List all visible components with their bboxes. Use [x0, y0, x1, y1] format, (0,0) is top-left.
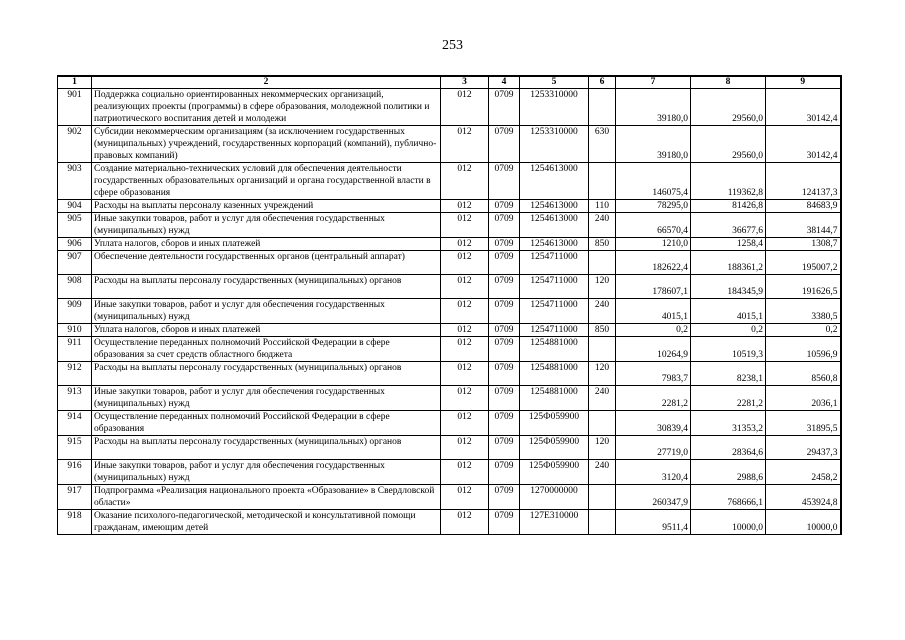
amount-col-8: 4015,1	[691, 299, 766, 324]
target-article-code: 1254613000	[520, 163, 589, 200]
expense-name: Иные закупки товаров, работ и услуг для обеспечения государственных (муниципальных) нужд	[92, 213, 441, 238]
amount-col-7: 0,2	[616, 324, 691, 337]
expense-name: Расходы на выплаты персоналу казенных учреждений	[92, 200, 441, 213]
ministry-code: 012	[441, 238, 489, 251]
row-number: 914	[58, 411, 92, 436]
target-article-code: 1254711000	[520, 324, 589, 337]
expense-name: Подпрограмма «Реализация национального проекта «Образование» в Свердловской области»	[92, 485, 441, 510]
expense-type-code: 120	[589, 275, 616, 299]
target-article-code: 1254613000	[520, 213, 589, 238]
expense-type-code: 240	[589, 460, 616, 485]
amount-col-8: 36677,6	[691, 213, 766, 238]
column-header-5: 5	[520, 76, 589, 89]
section-code: 0709	[489, 386, 520, 411]
table-row	[58, 126, 841, 163]
amount-col-8: 8238,1	[691, 362, 766, 386]
expense-type-code: 850	[589, 324, 616, 337]
budget-table	[57, 75, 842, 535]
ministry-code: 012	[441, 213, 489, 238]
expense-type-code: 110	[589, 200, 616, 213]
amount-col-8: 188361,2	[691, 251, 766, 275]
expense-type-code	[589, 411, 616, 436]
target-article-code: 1254881000	[520, 337, 589, 362]
expense-type-code: 240	[589, 299, 616, 324]
section-code: 0709	[489, 485, 520, 510]
expense-type-code: 630	[589, 126, 616, 163]
amount-col-8: 31353,2	[691, 411, 766, 436]
amount-col-8: 29560,0	[691, 89, 766, 126]
target-article-code: 1254613000	[520, 200, 589, 213]
expense-type-code: 850	[589, 238, 616, 251]
expense-type-code: 240	[589, 213, 616, 238]
ministry-code: 012	[441, 362, 489, 386]
amount-col-7: 3120,4	[616, 460, 691, 485]
ministry-code: 012	[441, 163, 489, 200]
target-article-code: 1254711000	[520, 275, 589, 299]
row-number: 913	[58, 386, 92, 411]
amount-col-7: 4015,1	[616, 299, 691, 324]
amount-col-8: 10519,3	[691, 337, 766, 362]
target-article-code: 1254881000	[520, 362, 589, 386]
amount-col-7: 30839,4	[616, 411, 691, 436]
table-row	[58, 213, 841, 238]
table-row	[58, 324, 841, 337]
expense-name: Осуществление переданных полномочий Российской Федерации в сфере образования	[92, 411, 441, 436]
row-number: 917	[58, 485, 92, 510]
ministry-code: 012	[441, 411, 489, 436]
amount-col-8: 119362,8	[691, 163, 766, 200]
table-row	[58, 460, 841, 485]
target-article-code: 1253310000	[520, 89, 589, 126]
amount-col-9: 2458,2	[766, 460, 841, 485]
expense-name: Поддержка социально ориентированных некоммерческих организаций, реализующих проекты (программы) в сфере образования, молодежной политики и патриотического воспитания детей и молодежи	[92, 89, 441, 126]
amount-col-8: 1258,4	[691, 238, 766, 251]
expense-name: Уплата налогов, сборов и иных платежей	[92, 238, 441, 251]
table-header-row	[58, 76, 841, 89]
target-article-code: 1270000000	[520, 485, 589, 510]
expense-name: Создание материально-технических условий для обеспечения деятельности государственных образовательных организаций и органа государственной власти в сфере образования	[92, 163, 441, 200]
expense-name: Субсидии некоммерческим организациям (за исключением государственных (муниципальных) учреждений, государственных корпораций (компаний), публично-правовых компаний)	[92, 126, 441, 163]
table-row	[58, 337, 841, 362]
expense-name: Расходы на выплаты персоналу государственных (муниципальных) органов	[92, 362, 441, 386]
table-row	[58, 163, 841, 200]
section-code: 0709	[489, 200, 520, 213]
amount-col-8: 0,2	[691, 324, 766, 337]
section-code: 0709	[489, 89, 520, 126]
section-code: 0709	[489, 337, 520, 362]
section-code: 0709	[489, 299, 520, 324]
expense-name: Обеспечение деятельности государственных органов (центральный аппарат)	[92, 251, 441, 275]
target-article-code: 1253310000	[520, 126, 589, 163]
expense-name: Расходы на выплаты персоналу государственных (муниципальных) органов	[92, 436, 441, 460]
page-number: 253	[442, 38, 463, 53]
amount-col-7: 7983,7	[616, 362, 691, 386]
ministry-code: 012	[441, 126, 489, 163]
amount-col-7: 78295,0	[616, 200, 691, 213]
amount-col-7: 178607,1	[616, 275, 691, 299]
table-row	[58, 386, 841, 411]
expense-type-code	[589, 337, 616, 362]
amount-col-9: 30142,4	[766, 89, 841, 126]
expense-name: Иные закупки товаров, работ и услуг для обеспечения государственных (муниципальных) нужд	[92, 460, 441, 485]
amount-col-9: 1308,7	[766, 238, 841, 251]
ministry-code: 012	[441, 89, 489, 126]
table-row	[58, 238, 841, 251]
table-row	[58, 362, 841, 386]
ministry-code: 012	[441, 510, 489, 535]
row-number: 915	[58, 436, 92, 460]
section-code: 0709	[489, 324, 520, 337]
expense-type-code	[589, 510, 616, 535]
amount-col-9: 453924,8	[766, 485, 841, 510]
table-row	[58, 200, 841, 213]
target-article-code: 125Ф059900	[520, 436, 589, 460]
amount-col-8: 2988,6	[691, 460, 766, 485]
amount-col-9: 3380,5	[766, 299, 841, 324]
expense-type-code	[589, 485, 616, 510]
expense-type-code: 120	[589, 436, 616, 460]
expense-name: Иные закупки товаров, работ и услуг для обеспечения государственных (муниципальных) нужд	[92, 386, 441, 411]
target-article-code: 125Ф059900	[520, 460, 589, 485]
amount-col-9: 10596,9	[766, 337, 841, 362]
section-code: 0709	[489, 163, 520, 200]
amount-col-8: 29560,0	[691, 126, 766, 163]
table-row	[58, 510, 841, 535]
amount-col-9: 2036,1	[766, 386, 841, 411]
table-row	[58, 411, 841, 436]
expense-name: Осуществление переданных полномочий Российской Федерации в сфере образования за счет средств областного бюджета	[92, 337, 441, 362]
row-number: 918	[58, 510, 92, 535]
column-header-1: 1	[58, 76, 92, 89]
section-code: 0709	[489, 213, 520, 238]
expense-name: Оказание психолого-педагогической, методической и консультативной помощи гражданам, имеющим детей	[92, 510, 441, 535]
amount-col-9: 124137,3	[766, 163, 841, 200]
target-article-code: 1254613000	[520, 238, 589, 251]
row-number: 910	[58, 324, 92, 337]
amount-col-7: 146075,4	[616, 163, 691, 200]
target-article-code: 127E310000	[520, 510, 589, 535]
target-article-code: 125Ф059900	[520, 411, 589, 436]
amount-col-9: 84683,9	[766, 200, 841, 213]
amount-col-7: 39180,0	[616, 89, 691, 126]
table-row	[58, 299, 841, 324]
table-row	[58, 436, 841, 460]
table-body	[58, 89, 841, 535]
amount-col-9: 10000,0	[766, 510, 841, 535]
section-code: 0709	[489, 436, 520, 460]
ministry-code: 012	[441, 324, 489, 337]
amount-col-7: 39180,0	[616, 126, 691, 163]
row-number: 911	[58, 337, 92, 362]
column-header-8: 8	[691, 76, 766, 89]
column-header-7: 7	[616, 76, 691, 89]
target-article-code: 1254711000	[520, 251, 589, 275]
row-number: 901	[58, 89, 92, 126]
amount-col-7: 9511,4	[616, 510, 691, 535]
expense-type-code	[589, 251, 616, 275]
amount-col-7: 182622,4	[616, 251, 691, 275]
target-article-code: 1254881000	[520, 386, 589, 411]
table-row	[58, 251, 841, 275]
amount-col-8: 28364,6	[691, 436, 766, 460]
ministry-code: 012	[441, 436, 489, 460]
expense-type-code	[589, 89, 616, 126]
expense-name: Иные закупки товаров, работ и услуг для обеспечения государственных (муниципальных) нужд	[92, 299, 441, 324]
amount-col-7: 10264,9	[616, 337, 691, 362]
row-number: 904	[58, 200, 92, 213]
amount-col-9: 31895,5	[766, 411, 841, 436]
expense-name: Расходы на выплаты персоналу государственных (муниципальных) органов	[92, 275, 441, 299]
amount-col-9: 29437,3	[766, 436, 841, 460]
ministry-code: 012	[441, 485, 489, 510]
row-number: 907	[58, 251, 92, 275]
amount-col-8: 2281,2	[691, 386, 766, 411]
section-code: 0709	[489, 362, 520, 386]
ministry-code: 012	[441, 275, 489, 299]
section-code: 0709	[489, 510, 520, 535]
amount-col-7: 27719,0	[616, 436, 691, 460]
section-code: 0709	[489, 411, 520, 436]
amount-col-8: 10000,0	[691, 510, 766, 535]
amount-col-7: 1210,0	[616, 238, 691, 251]
ministry-code: 012	[441, 251, 489, 275]
amount-col-9: 191626,5	[766, 275, 841, 299]
expense-type-code	[589, 163, 616, 200]
column-header-4: 4	[489, 76, 520, 89]
row-number: 902	[58, 126, 92, 163]
amount-col-9: 30142,4	[766, 126, 841, 163]
amount-col-7: 2281,2	[616, 386, 691, 411]
target-article-code: 1254711000	[520, 299, 589, 324]
table-row	[58, 89, 841, 126]
ministry-code: 012	[441, 200, 489, 213]
ministry-code: 012	[441, 460, 489, 485]
amount-col-7: 260347,9	[616, 485, 691, 510]
expense-type-code: 120	[589, 362, 616, 386]
expense-name: Уплата налогов, сборов и иных платежей	[92, 324, 441, 337]
table-row	[58, 485, 841, 510]
row-number: 916	[58, 460, 92, 485]
amount-col-7: 66570,4	[616, 213, 691, 238]
ministry-code: 012	[441, 299, 489, 324]
section-code: 0709	[489, 275, 520, 299]
amount-col-9: 0,2	[766, 324, 841, 337]
row-number: 905	[58, 213, 92, 238]
row-number: 909	[58, 299, 92, 324]
row-number: 903	[58, 163, 92, 200]
row-number: 906	[58, 238, 92, 251]
table-row	[58, 275, 841, 299]
section-code: 0709	[489, 251, 520, 275]
column-header-9: 9	[766, 76, 841, 89]
section-code: 0709	[489, 126, 520, 163]
expense-type-code: 240	[589, 386, 616, 411]
amount-col-9: 195007,2	[766, 251, 841, 275]
section-code: 0709	[489, 238, 520, 251]
amount-col-9: 38144,7	[766, 213, 841, 238]
amount-col-9: 8560,8	[766, 362, 841, 386]
ministry-code: 012	[441, 386, 489, 411]
row-number: 912	[58, 362, 92, 386]
column-header-2: 2	[92, 76, 441, 89]
row-number: 908	[58, 275, 92, 299]
amount-col-8: 184345,9	[691, 275, 766, 299]
amount-col-8: 768666,1	[691, 485, 766, 510]
section-code: 0709	[489, 460, 520, 485]
column-header-6: 6	[589, 76, 616, 89]
column-header-3: 3	[441, 76, 489, 89]
amount-col-8: 81426,8	[691, 200, 766, 213]
ministry-code: 012	[441, 337, 489, 362]
